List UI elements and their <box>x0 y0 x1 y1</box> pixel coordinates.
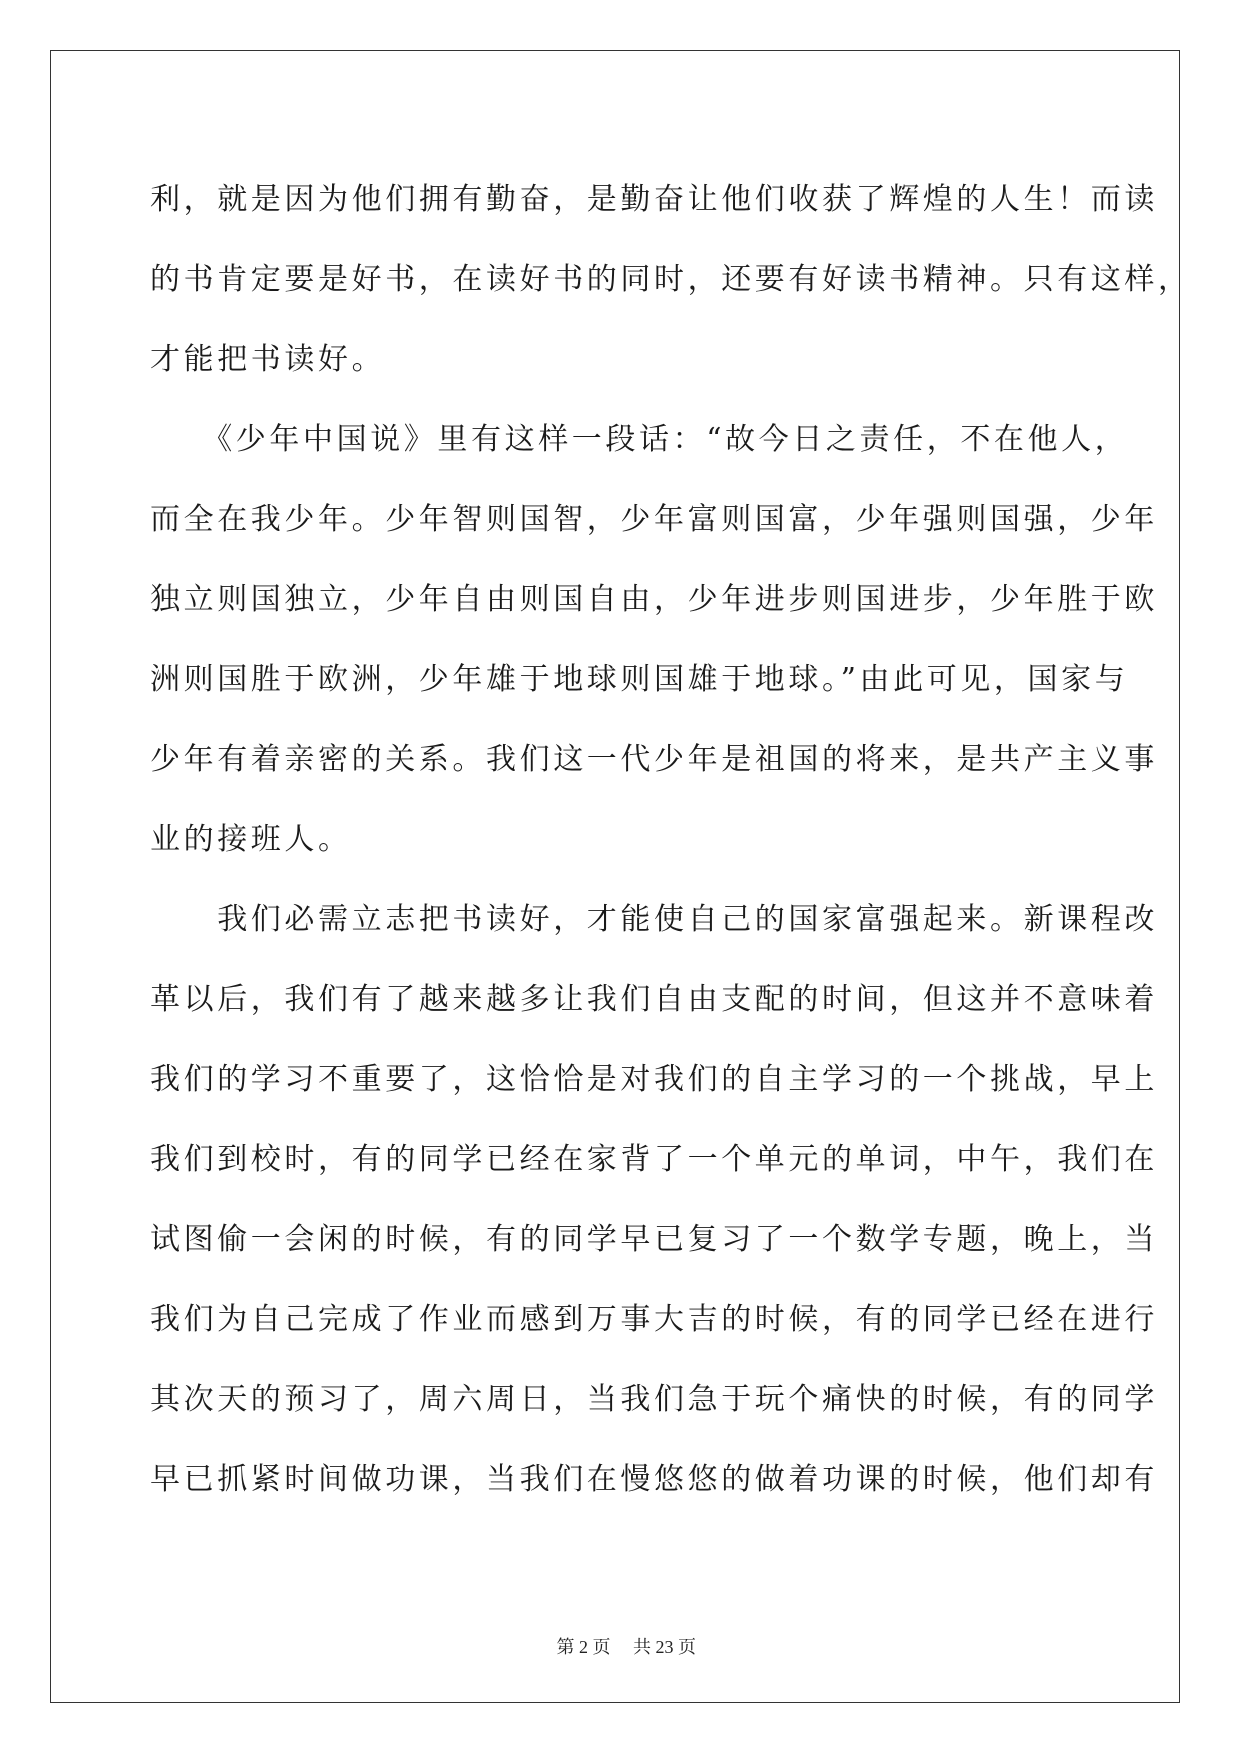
text-line: 利，就是因为他们拥有勤奋，是勤奋让他们收获了辉煌的人生！而读 <box>150 182 1158 217</box>
text-line: 革以后，我们有了越来越多让我们自由支配的时间，但这并不意味着 <box>150 982 1158 1017</box>
text-line: 我们到校时，有的同学已经在家背了一个单元的单词，中午，我们在 <box>150 1142 1158 1177</box>
text-line: 我们必需立志把书读好，才能使自己的国家富强起来。新课程改 <box>150 902 1158 937</box>
text-line: 试图偷一会闲的时候，有的同学早已复习了一个数学专题，晚上，当 <box>150 1222 1158 1257</box>
text-line: 业的接班人。 <box>150 822 352 857</box>
page-number-label: 第 2 页 共 23 页 <box>556 1637 696 1657</box>
document-body <box>150 160 1192 1520</box>
text-line: 才能把书读好。 <box>150 342 386 377</box>
page-number-footer <box>0 1612 1241 1659</box>
text-line: 少年有着亲密的关系。我们这一代少年是祖国的将来，是共产主义事 <box>150 742 1158 777</box>
text-line: 独立则国独立，少年自由则国自由，少年进步则国进步，少年胜于欧 <box>150 582 1158 617</box>
text-line: 早已抓紧时间做功课，当我们在慢悠悠的做着功课的时候，他们却有 <box>150 1462 1158 1497</box>
text-line: 而全在我少年。少年智则国智，少年富则国富，少年强则国强，少年 <box>150 502 1158 537</box>
text-line: 我们的学习不重要了，这恰恰是对我们的自主学习的一个挑战，早上 <box>150 1062 1158 1097</box>
text-line: 洲则国胜于欧洲，少年雄于地球则国雄于地球。”由此可见，国家与 <box>150 662 1129 697</box>
text-line: 其次天的预习了，周六周日，当我们急于玩个痛快的时候，有的同学 <box>150 1382 1158 1417</box>
text-line: 我们为自己完成了作业而感到万事大吉的时候，有的同学已经在进行 <box>150 1302 1158 1337</box>
text-line: 《少年中国说》里有这样一段话：“故今日之责任，不在他人， <box>150 422 1129 457</box>
text-line: 的书肯定要是好书，在读好书的同时，还要有好读书精神。只有这样， <box>150 262 1192 297</box>
